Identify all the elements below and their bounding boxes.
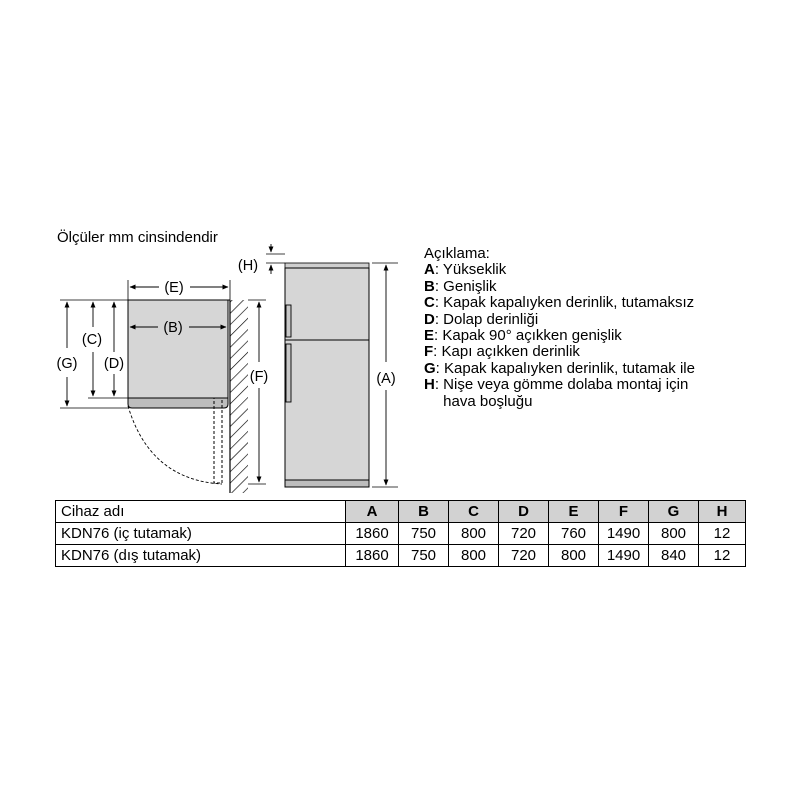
table-cell-name: KDN76 (iç tutamak) (56, 523, 346, 545)
table-cell: 12 (699, 545, 746, 567)
fridge-base (285, 480, 369, 487)
col-header-e: E (549, 501, 599, 523)
legend (424, 246, 695, 410)
table-cell: 1860 (346, 545, 399, 567)
col-header-f: F (599, 501, 649, 523)
table-row (56, 545, 746, 567)
table-cell: 1490 (599, 523, 649, 545)
table-cell: 720 (499, 545, 549, 567)
table-row (56, 523, 746, 545)
legend-item-f: F : Kapı açıkken derinlik (424, 343, 580, 361)
legend-item-c: C : Kapak kapalıyken derinlik, tutamaksız (424, 294, 695, 312)
legend-item-d: D : Dolap derinliği (424, 310, 539, 328)
dim-label-f: (F) (249, 369, 269, 385)
cabinet-body (128, 300, 228, 398)
dim-label-g: (G) (56, 356, 78, 372)
door-closed (128, 398, 228, 408)
table-header-row (56, 501, 746, 523)
front-view (238, 244, 398, 487)
col-header-d: D (499, 501, 549, 523)
col-header-g: G (649, 501, 699, 523)
table-cell-name: KDN76 (dış tutamak) (56, 545, 346, 567)
freezer-door (285, 268, 369, 340)
table-cell: 1860 (346, 523, 399, 545)
freezer-handle (286, 305, 291, 337)
col-header-a: A (346, 501, 399, 523)
table-cell: 840 (649, 545, 699, 567)
legend-item-a: A : Yükseklik (424, 261, 507, 279)
table-cell: 760 (549, 523, 599, 545)
fridge-handle (286, 344, 291, 402)
table-cell: 720 (499, 523, 549, 545)
fridge-top-gap (285, 263, 369, 268)
table-cell: 800 (449, 523, 499, 545)
table-cell: 800 (549, 545, 599, 567)
dimensions-table (55, 500, 746, 567)
table-cell: 750 (399, 523, 449, 545)
dim-label-c: (C) (81, 332, 103, 348)
dim-label-e: (E) (164, 280, 184, 296)
wall-hatch (230, 300, 248, 493)
dim-label-h: (H) (237, 258, 259, 274)
top-view (57, 280, 269, 493)
table-cell: 800 (449, 545, 499, 567)
table-cell: 1490 (599, 545, 649, 567)
legend-item-g: G : Kapak kapalıyken derinlik, tutamak ile (424, 359, 695, 377)
door-swing-arc (128, 406, 222, 484)
legend-item-b: B : Genişlik (424, 277, 497, 295)
col-header-device-name: Cihaz adı (56, 501, 346, 523)
dim-label-b: (B) (163, 320, 183, 336)
col-header-c: C (449, 501, 499, 523)
fridge-door (285, 340, 369, 480)
col-header-h: H (699, 501, 746, 523)
units-note: Ölçüler mm cinsindendir (57, 229, 218, 246)
table-cell: 800 (649, 523, 699, 545)
door-open (214, 398, 222, 483)
dim-label-d: (D) (103, 356, 125, 372)
table-cell: 750 (399, 545, 449, 567)
legend-title: Açıklama: (424, 245, 490, 262)
table-cell: 12 (699, 523, 746, 545)
col-header-b: B (399, 501, 449, 523)
legend-item-e: E : Kapak 90° açıkken genişlik (424, 327, 622, 345)
legend-item-h: H : Nişe veya gömme dolaba montaj için hava boşluğu (424, 376, 689, 410)
dim-label-a: (A) (376, 371, 396, 387)
